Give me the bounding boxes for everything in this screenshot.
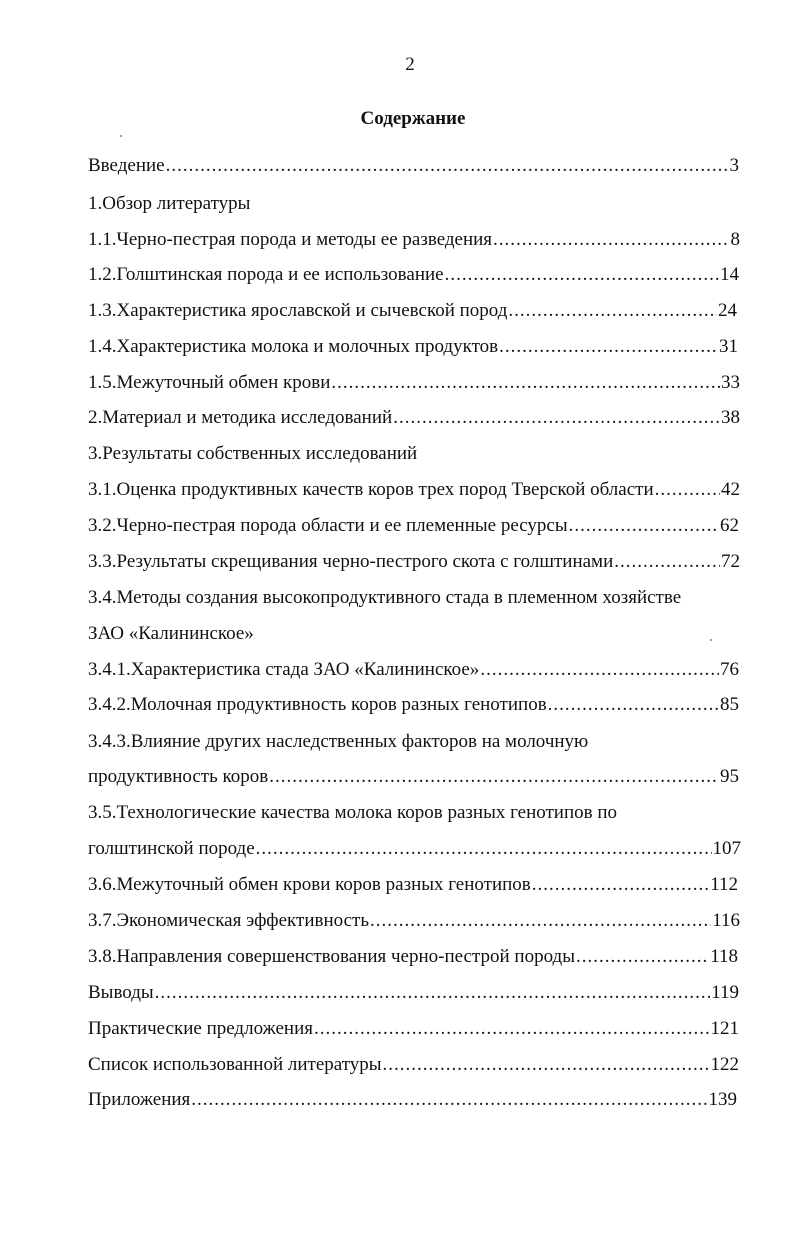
toc-entry	[88, 908, 740, 934]
toc-leader-dots	[445, 262, 719, 288]
toc-entry	[88, 262, 739, 288]
toc-heading: 3.Результаты собственных исследований	[88, 443, 418, 464]
toc-entry-label: Выводы	[88, 982, 154, 1003]
toc-entry-label: 3.2.Черно-пестрая порода области и ее племенные ресурсы	[88, 515, 568, 536]
toc-entry-page: 8	[730, 229, 740, 250]
toc-entry	[88, 1052, 739, 1078]
toc-entry-page: 24	[718, 300, 737, 321]
toc-entry-label: 3.8.Направления совершенствования черно-пестрой породы	[88, 946, 575, 967]
toc-entry-label: 3.3.Результаты скрещивания черно-пестрого скота с голштинами	[88, 551, 614, 572]
toc-entry-page: 95	[720, 766, 739, 787]
toc-leader-dots	[655, 477, 720, 503]
toc-entry-label: 3.6.Межуточный обмен крови коров разных генотипов	[88, 874, 531, 895]
toc-entry-page: 85	[720, 694, 739, 715]
toc-leader-dots	[269, 764, 719, 790]
toc-entry-label: 3.4.1.Характеристика стада ЗАО «Калининское»	[88, 659, 480, 680]
toc-leader-dots	[614, 549, 720, 575]
toc-leader-dots	[256, 836, 712, 862]
toc-leader-dots	[532, 872, 709, 898]
scan-speck	[710, 639, 712, 641]
toc-entry-page: 72	[721, 551, 740, 572]
page-title: Содержание	[360, 108, 466, 129]
scan-speck	[120, 135, 122, 137]
toc-leader-dots	[576, 944, 709, 970]
toc-entry-page: 119	[711, 982, 739, 1003]
toc-leader-dots	[370, 908, 711, 934]
toc-entry-label: Список использованной литературы	[88, 1054, 382, 1075]
toc-heading: 3.4.3.Влияние других наследственных факторов на молочную	[88, 731, 589, 752]
toc-entry	[88, 872, 738, 898]
toc-entry-page: 122	[710, 1054, 739, 1075]
toc-entry-page: 14	[720, 264, 739, 285]
toc-entry-page: 3	[729, 155, 739, 176]
toc-entry	[88, 1016, 739, 1042]
toc-entry	[88, 692, 739, 718]
toc-leader-dots	[508, 298, 717, 324]
toc-entry	[88, 836, 741, 862]
toc-entry-label: 3.7.Экономическая эффективность	[88, 910, 370, 931]
toc-leader-dots	[393, 405, 720, 431]
toc-entry-label: 3.4.2.Молочная продуктивность коров разных генотипов	[88, 694, 547, 715]
toc-entry	[88, 227, 740, 253]
toc-entry-label: Практические предложения	[88, 1018, 313, 1039]
toc-entry-label: 2.Материал и методика исследований	[88, 407, 393, 428]
toc-entry	[88, 549, 740, 575]
toc-entry	[88, 657, 739, 683]
toc-entry-page: 42	[721, 479, 740, 500]
toc-leader-dots	[493, 227, 729, 253]
toc-entry-page: 112	[710, 874, 738, 895]
toc-leader-dots	[480, 657, 719, 683]
toc-entry-page: 118	[710, 946, 738, 967]
toc-entry	[88, 298, 737, 324]
toc-entry-label: Приложения	[88, 1089, 191, 1110]
toc-entry-label: 1.2.Голштинская порода и ее использование	[88, 264, 444, 285]
toc-entry	[88, 153, 739, 179]
page-number: 2	[405, 54, 415, 75]
toc-leader-dots	[383, 1052, 710, 1078]
toc-entry-page: 76	[720, 659, 739, 680]
toc-leader-dots	[548, 692, 719, 718]
toc-entry-label: 1.3.Характеристика ярославской и сычевской пород	[88, 300, 508, 321]
toc-entry-page: 33	[721, 372, 740, 393]
toc-leader-dots	[166, 153, 729, 179]
toc-leader-dots	[331, 370, 720, 396]
toc-heading: 3.5.Технологические качества молока коров разных генотипов по	[88, 802, 618, 823]
toc-entry	[88, 944, 738, 970]
toc-entry	[88, 334, 738, 360]
toc-entry	[88, 405, 740, 431]
toc-heading: 3.4.Методы создания высокопродуктивного стада в племенном хозяйстве	[88, 587, 682, 608]
toc-entry-label: голштинской породе	[88, 838, 255, 859]
toc-leader-dots	[191, 1087, 707, 1113]
toc-leader-dots	[314, 1016, 710, 1042]
toc-entry-page: 121	[710, 1018, 739, 1039]
toc-entry-label: продуктивность коров	[88, 766, 269, 787]
toc-entry	[88, 764, 739, 790]
toc-leader-dots	[499, 334, 718, 360]
toc-entry-page: 62	[720, 515, 739, 536]
toc-leader-dots	[155, 980, 711, 1006]
toc-entry-label: 3.1.Оценка продуктивных качеств коров трех пород Тверской области	[88, 479, 654, 500]
toc-entry-page: 139	[708, 1089, 737, 1110]
toc-entry	[88, 370, 740, 396]
toc-leader-dots	[569, 513, 719, 539]
toc-entry-page: 116	[712, 910, 740, 931]
toc-entry	[88, 513, 739, 539]
toc-entry	[88, 980, 739, 1006]
toc-entry-page: 31	[719, 336, 738, 357]
toc-heading: 1.Обзор литературы	[88, 193, 251, 214]
toc-entry-label: Введение	[88, 155, 165, 176]
toc-entry	[88, 1087, 737, 1113]
toc-entry-page: 38	[721, 407, 740, 428]
toc-entry-page: 107	[712, 838, 741, 859]
toc-entry-label: 1.1.Черно-пестрая порода и методы ее разведения	[88, 229, 493, 250]
toc-entry-label: 1.5.Межуточный обмен крови	[88, 372, 331, 393]
toc-entry	[88, 477, 740, 503]
toc-heading: ЗАО «Калининское»	[88, 623, 254, 644]
toc-entry-label: 1.4.Характеристика молока и молочных продуктов	[88, 336, 499, 357]
